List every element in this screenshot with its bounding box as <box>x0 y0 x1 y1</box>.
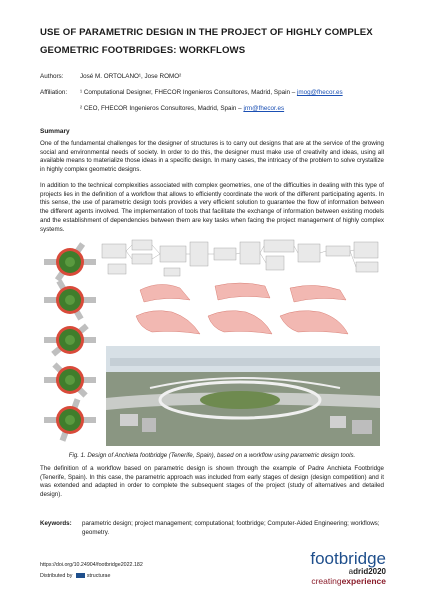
distributed-by <box>40 573 110 579</box>
brand-tagline-b: experience <box>341 576 386 586</box>
email-link-2[interactable]: jrm@fhecor.es <box>243 105 285 112</box>
structurae-logo-icon <box>76 573 85 578</box>
distributor-name: structurae <box>86 573 111 579</box>
brand-city-prefix: a <box>348 567 354 576</box>
footbridge-logo <box>294 551 386 586</box>
bridge-wireframe-models <box>136 283 348 334</box>
roundabout-plan-4 <box>44 362 96 397</box>
roundabout-plan-1 <box>44 242 96 281</box>
summary-heading: Summary <box>40 128 70 135</box>
brand-city-main: drid2020 <box>353 567 386 576</box>
roundabout-plan-5 <box>44 398 96 441</box>
summary-paragraph-1: One of the fundamental challenges for the designer of structures is to carry out designs that are at the service of the growing social and environmental needs of society. In order to do this, the designer must make use of creativity and ideas, using all available means to materialize those ideas in a specific design. In many cases, the intricacy of the problem to solve crystallize in highly complex geometric designs. <box>40 140 384 174</box>
parametric-node-graph <box>102 240 378 276</box>
affiliation-2-text: ² CEO, FHECOR Ingenieros Consultores, Madrid, Spain – <box>80 105 244 112</box>
roundabout-plan-3 <box>44 324 96 357</box>
keywords-label: Keywords: <box>40 520 72 527</box>
distributed-by-label: Distributed by <box>40 573 73 579</box>
brand-city-year <box>294 567 386 576</box>
aerial-render <box>106 346 380 446</box>
paper-title: USE OF PARAMETRIC DESIGN IN THE PROJECT OF HIGHLY COMPLEX GEOMETRIC FOOTBRIDGES: WORKFLOWS <box>40 27 373 56</box>
figure-1 <box>40 238 384 446</box>
body-paragraph-3: The definition of a workflow based on parametric design is shown through the example of Padre Anchieta Footbridge (Tenerife, Spain). In this case, the parametric approach was included from early stages of design (design competition) and it was extended and adapted in order to complete the subsequent stages of the project (study of alternatives and detailed design). <box>40 465 384 499</box>
brand-name: footbridge <box>310 549 386 568</box>
summary-paragraph-2: In addition to the technical complexities associated with complex geometries, one of the difficulties in dealing with this type of projects lies in the definition of a workflow that allows to efficiently coordinate the work of the different participating agents. In this sense, the use of parametric design tools provides a very efficient solution to guarantee the flow of information between the different agents involved. The implementation of tools that facilitate the exchange of information between existing models and the establishment of dependencies between them are key tasks when facing the project management of highly complex systems. <box>40 182 384 233</box>
affiliation-label: Affiliation: <box>40 89 68 96</box>
authors-names: José M. ORTOLANO¹, Jose ROMO² <box>80 73 182 80</box>
roundabout-plans <box>44 242 96 441</box>
affiliation-1-text: ¹ Computational Designer, FHECOR Ingenieros Consultores, Madrid, Spain – <box>80 89 297 96</box>
affiliation-2 <box>80 104 284 113</box>
brand-tagline <box>294 576 386 586</box>
doi-link[interactable]: https://doi.org/10.24904/footbridge2022.182 <box>40 562 143 568</box>
keywords-text: parametric design; project management; computational; footbridge; Computer-Aided Engineering; workflows; geometry. <box>82 520 380 536</box>
roundabout-plan-2 <box>44 279 96 320</box>
keywords-row <box>40 520 384 537</box>
authors-label: Authors: <box>40 73 64 80</box>
affiliation-1 <box>80 88 343 97</box>
brand-tagline-a: creating <box>311 576 342 586</box>
figure-caption: Fig. 1. Design of Anchieta footbridge (Tenerife, Spain), based on a workflow using parametric design tools. <box>68 452 356 459</box>
email-link-1[interactable]: jmog@fhecor.es <box>297 89 343 96</box>
